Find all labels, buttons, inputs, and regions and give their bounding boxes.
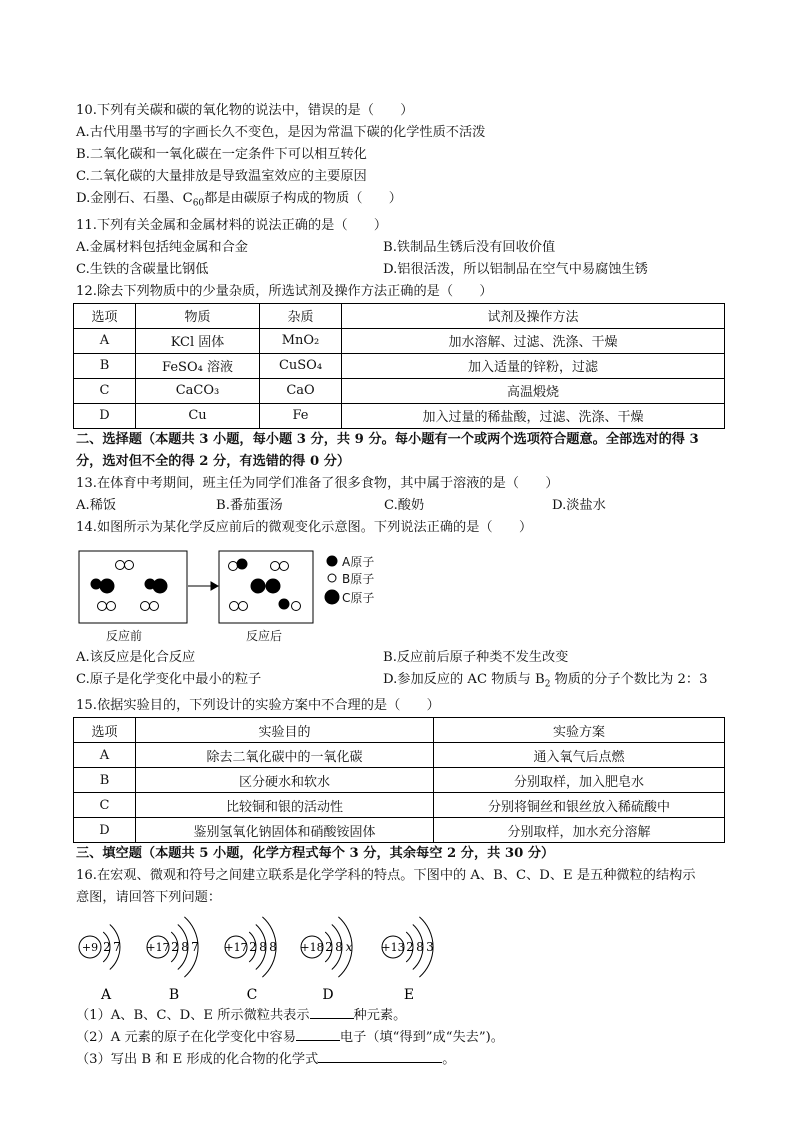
legend-label-b: B原子	[342, 571, 375, 586]
shell-electron-count: 7	[191, 940, 199, 955]
shell-electron-count: x	[345, 940, 353, 955]
q13-option-c: C.酸奶	[384, 497, 425, 513]
q14-stem: 14.如图所示为某化学反应前后的微观变化示意图。下列说法正确的是（ ）	[76, 519, 533, 535]
q16-part-1: （1）A、B、C、D、E 所示微粒共表示 种元素。	[76, 1008, 407, 1024]
q15-table	[73, 717, 725, 843]
nucleus-charge: +17	[146, 941, 170, 955]
shell-electron-count: 7	[113, 940, 121, 955]
q13-stem: 13.在体育中考期间，班主任为同学们准备了很多食物，其中属于溶液的是（ ）	[76, 475, 559, 491]
atom-structure-diagrams	[76, 909, 726, 1005]
q13-option-a: A.稀饭	[76, 497, 117, 513]
q16-stem-cont: 意图，请回答下列问题：	[76, 890, 222, 906]
shell-electron-count: 8	[259, 940, 267, 955]
table-row: B 区分硬水和软水 分别取样，加入肥皂水	[74, 768, 725, 793]
q16-part-2: （2）A 元素的原子在化学变化中容易 电子（填“得到”成“失去”)。	[76, 1030, 504, 1046]
reaction-diagram	[76, 539, 726, 647]
shell-electron-count: 2	[249, 940, 257, 955]
section-3-heading: 三、填空题（本题共 5 小题，化学方程式每个 3 分，其余每空 2 分，共 30 分）	[76, 846, 555, 862]
q11-option-c: C.生铁的含碳量比钢低	[76, 261, 209, 277]
q11-options-row1	[76, 237, 726, 259]
q10-option-c: C.二氧化碳的大量排放是导致温室效应的主要原因	[76, 169, 367, 184]
atom-diagram-d	[300, 917, 352, 1003]
nucleus-charge: +17	[224, 941, 248, 955]
particle-label: D	[322, 987, 334, 1004]
atom-diagram-b	[146, 917, 198, 1003]
shell-electron-count: 3	[426, 940, 434, 955]
q13-option-d: D.淡盐水	[552, 497, 606, 513]
answer-blank-3[interactable]	[318, 1050, 442, 1063]
q12-stem: 12.除去下列物质中的少量杂质，所选试剂及操作方法正确的是（ ）	[76, 283, 493, 299]
nucleus-charge: +9	[81, 941, 99, 955]
legend-label-a: A原子	[342, 554, 375, 569]
q11-option-a: A.金属材料包括纯金属和合金	[76, 239, 248, 255]
label-before: 反应前	[106, 628, 143, 643]
answer-blank-2[interactable]	[296, 1028, 340, 1041]
nucleus-charge: +13	[381, 941, 405, 955]
q14-option-c: C.原子是化学变化中最小的粒子	[76, 671, 262, 687]
shell-electron-count: 8	[269, 940, 277, 955]
table-row: C 比较铜和银的活动性 分别将铜丝和银丝放入稀硫酸中	[74, 793, 725, 818]
particle-label: E	[403, 987, 415, 1004]
atom-diagram-a	[79, 925, 121, 1004]
q14-options-row2	[76, 669, 726, 696]
q14-option-b: B.反应前后原子种类不发生改变	[383, 649, 569, 665]
section-2-heading: 二、选择题（本题共 3 小题，每小题 3 分，共 9 分。每小题有一个或两个选项符合题意。全部选对的得 3	[76, 431, 699, 447]
answer-blank-1[interactable]	[310, 1006, 354, 1019]
table-row: B FeSO₄ 溶液 CuSO₄ 加入适量的锌粉，过滤	[74, 353, 725, 378]
q10-option-b: B.二氧化碳和一氧化碳在一定条件下可以相互转化	[76, 147, 367, 162]
label-after: 反应后	[246, 628, 283, 643]
q16-part-3: （3）写出 B 和 E 形成的化合物的化学式 。	[76, 1052, 456, 1068]
q11-options-row2	[76, 259, 726, 281]
q10-option-d: D.金刚石、石墨、$C_{60}$都是由碳原子构成的物质（ ）	[76, 191, 402, 209]
section-2-heading-cont: 分，选对但不全的得 2 分，有选错的得 0 分）	[76, 453, 351, 469]
legend-label-c: C原子	[342, 590, 375, 605]
shell-electron-count: 2	[171, 940, 179, 955]
shell-electron-count: 2	[325, 940, 333, 955]
particle-label: C	[246, 987, 258, 1004]
q14-option-d: D.参加反应的 AC 物质与 $B_2$ 物质的分子个数比为 2：3	[383, 671, 708, 690]
q10-stem: 10.下列有关碳和碳的氧化物的说法中，错误的是（ ）	[76, 103, 414, 118]
q15-stem: 15.依据实验目的，下列设计的实验方案中不合理的是（ ）	[76, 698, 440, 714]
particle-label: B	[168, 987, 180, 1004]
table-row: D 鉴别氢氧化钠固体和硝酸铵固体 分别取样，加水充分溶解	[74, 818, 725, 843]
table-row: C CaCO₃ CaO 高温煅烧	[74, 378, 725, 403]
q16-stem: 16.在宏观、微观和符号之间建立联系是化学学科的特点。下图中的 A、B、C、D、E 是五种微粒的结构示	[76, 868, 696, 884]
q12-table	[73, 303, 725, 429]
q13-option-b: B.番茄蛋汤	[216, 497, 283, 513]
q10-option-a: A.古代用墨书写的字画长久不变色，是因为常温下碳的化学性质不活泼	[76, 125, 486, 140]
shell-electron-count: 8	[181, 940, 189, 955]
table-row: D Cu Fe 加入过量的稀盐酸，过滤、洗涤、干燥	[74, 403, 725, 428]
table-header-row: 选项 物质 杂质 试剂及操作方法	[74, 303, 725, 328]
atom-diagram-e	[381, 917, 433, 1003]
table-row: A 除去二氧化碳中的一氧化碳 通入氧气后点燃	[74, 743, 725, 768]
q11-option-d: D.铝很活泼，所以铝制品在空气中易腐蚀生锈	[383, 261, 648, 277]
shell-electron-count: 2	[103, 940, 111, 955]
particle-label: A	[100, 987, 112, 1004]
shell-electron-count: 8	[416, 940, 424, 955]
nucleus-charge: +18	[300, 941, 324, 955]
exam-page	[76, 100, 726, 1071]
q13-options	[76, 495, 726, 517]
shell-electron-count: 2	[406, 940, 414, 955]
atom-diagram-c	[224, 917, 276, 1003]
q11-stem: 11.下列有关金属和金属材料的说法正确的是（ ）	[76, 217, 388, 233]
atom-structure-svg	[76, 909, 496, 1005]
table-row: A KCl 固体 MnO₂ 加水溶解、过滤、洗涤、干燥	[74, 328, 725, 353]
q14-options-row1	[76, 647, 726, 669]
table-header-row: 选项 实验目的 实验方案	[74, 718, 725, 743]
q11-option-b: B.铁制品生锈后没有回收价值	[383, 239, 556, 255]
q14-option-a: A.该反应是化合反应	[76, 649, 196, 665]
shell-electron-count: 8	[335, 940, 343, 955]
